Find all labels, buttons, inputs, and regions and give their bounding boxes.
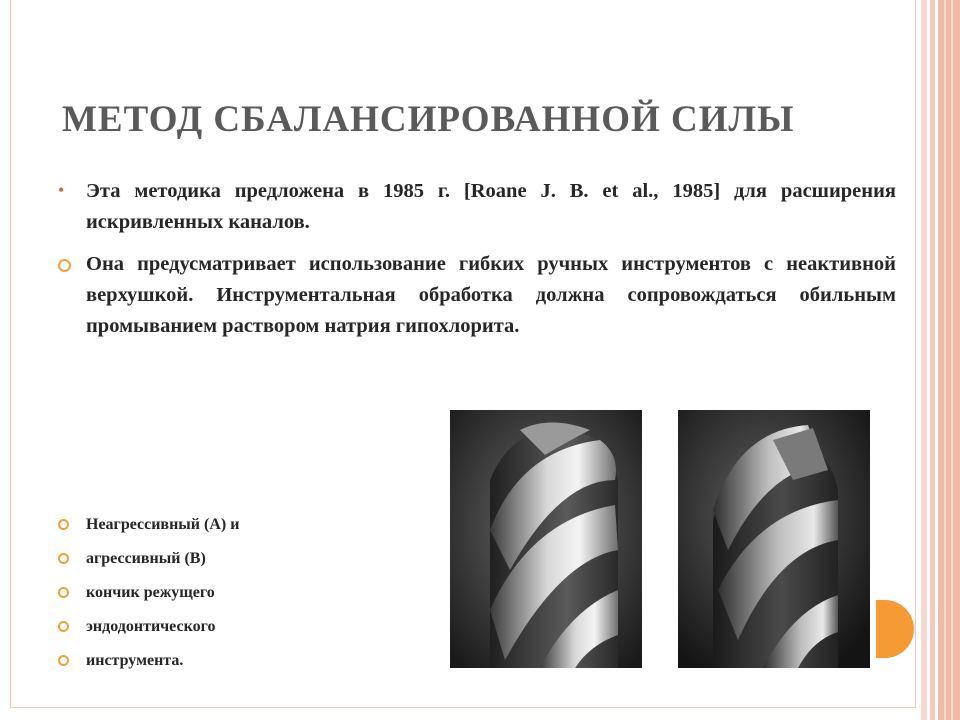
bullet-ring-icon [58, 519, 69, 530]
decor-stripe-1 [921, 0, 927, 720]
decor-stripe-3 [938, 0, 960, 720]
caption-bullet-list [54, 512, 384, 682]
slide-title: МЕТОД СБАЛАНСИРОВАННОЙ СИЛЫ [62, 99, 795, 140]
caption-item [54, 546, 384, 580]
caption-text: кончик режущего [86, 584, 215, 601]
main-bullet-list [54, 176, 896, 353]
instrument-tip-photo-b [678, 410, 870, 668]
caption-item [54, 580, 384, 614]
caption-text: инструмента. [86, 652, 184, 669]
caption-text: Неагрессивный (А) и [86, 516, 240, 533]
bullet-dot-icon: • [58, 180, 65, 200]
caption-text: агрессивный (В) [86, 550, 206, 567]
bullet-ring-icon [58, 553, 69, 564]
bullet-item [54, 176, 896, 238]
bullet-text: Она предусматривает использование гибких ручных инструментов с неактивной верхушкой. Инструментальная обработка должна сопровождаться обильным промыванием раствором натрия гипохлорита. [86, 253, 896, 337]
decor-stripe-line-1 [944, 0, 946, 720]
bullet-item [54, 249, 896, 342]
bullet-ring-icon [58, 655, 69, 666]
decor-stripe-line-2 [951, 0, 953, 720]
instrument-tip-photo-a [450, 410, 642, 668]
bullet-ring-icon [58, 621, 69, 632]
caption-text: эндодонтического [86, 618, 216, 635]
bullet-ring-icon [58, 259, 71, 272]
bullet-ring-icon [58, 587, 69, 598]
caption-item [54, 614, 384, 648]
decor-stripe-2 [930, 0, 935, 720]
bullet-text: Эта методика предложена в 1985 г. [Roane J. B. et al., 1985] для расширения искривленных каналов. [86, 180, 896, 233]
caption-item [54, 512, 384, 546]
caption-item [54, 648, 384, 682]
